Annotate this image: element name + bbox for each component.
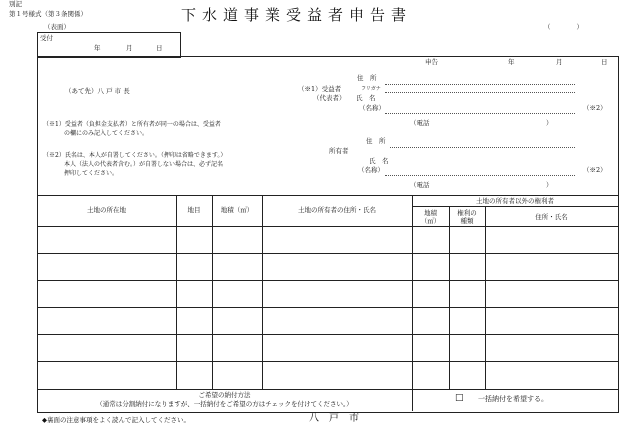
table-row-border-5	[37, 361, 618, 362]
table-header-bottom-border	[37, 226, 618, 227]
table-row-border-4	[37, 334, 618, 335]
beneficiary-phone-close: ）	[546, 119, 553, 127]
note-2-line-2: 本人（法人の代表者含む。）が自署しない場合は、必ず記名	[64, 161, 224, 168]
footer-instruction: ◆裏面の注意事項をよく読んで記入してください。	[42, 416, 190, 424]
payment-method-title: ご希望の納付方法	[198, 391, 251, 399]
beneficiary-furigana-line[interactable]	[385, 92, 575, 93]
header-land-location: 土地の所在地	[87, 206, 126, 214]
table-col-divider-6	[485, 206, 486, 389]
table-col-divider-4	[412, 195, 413, 411]
besshi-label: 別記	[9, 0, 22, 8]
beneficiary-note-mark: （※2）	[583, 104, 607, 112]
beneficiary-phone-label: （電話	[410, 119, 430, 127]
addressee: （あて先）八 戸 市 長	[65, 87, 130, 95]
declaration-label: 申告	[425, 58, 438, 66]
declaration-day-label: 日	[601, 58, 608, 66]
form-number: 第１号様式（第３条関係）	[9, 10, 87, 18]
table-col-divider-5	[449, 206, 450, 389]
declaration-year-label: 年	[508, 58, 515, 66]
header-right-type-line-1: 権利の	[457, 209, 477, 217]
owner-phone-label: （電話	[410, 181, 430, 189]
reception-day-label: 日	[156, 44, 163, 52]
table-bottom-border	[37, 389, 618, 390]
payment-method-note: （通常は分割納付になりますが、一括納付をご希望の方はチェックを付けてください。）	[96, 400, 353, 408]
note-1-line-1: （※1）受益者（負担金支払者）と所有者が同一の場合は、受益者	[43, 121, 221, 128]
owner-address-label: 住 所	[366, 137, 386, 145]
beneficiary-name-label: 氏 名	[356, 94, 376, 102]
lump-sum-checkbox[interactable]: □	[455, 393, 464, 403]
header-other-rights-holders: 土地の所有者以外の権利者	[476, 197, 554, 205]
header-other-address-name: 住所・氏名	[535, 213, 568, 221]
beneficiary-role-label: （※1）受益者	[298, 85, 342, 93]
note-2-line-1: （※2）氏名は、本人が自署してください。（押印は省略できます。）	[43, 152, 227, 159]
owner-name-line[interactable]	[385, 175, 575, 176]
declaration-month-label: 月	[556, 58, 563, 66]
owner-role-label: 所有者	[329, 147, 349, 155]
header-land-area: 地積（㎡）	[220, 206, 254, 214]
beneficiary-name-alt-label: （名称）	[359, 104, 385, 112]
table-col-divider-1	[176, 195, 177, 389]
beneficiary-representative-label: （代表者）	[313, 94, 346, 102]
note-1-line-2: の欄にのみ記入してください。	[64, 130, 149, 137]
front-side-label: （表面）	[44, 23, 70, 31]
form-frame	[37, 56, 619, 413]
top-right-parenthesis: （ ）	[544, 23, 583, 31]
table-col-divider-2	[212, 195, 213, 389]
table-row-border-1	[37, 253, 618, 254]
table-row-border-3	[37, 307, 618, 308]
header-land-category: 地目	[187, 206, 201, 214]
reception-month-label: 月	[126, 44, 133, 52]
furigana-label: フリガナ	[361, 86, 381, 92]
header-other-area-line-1: 地積	[424, 209, 437, 217]
owner-phone-close: ）	[546, 181, 553, 189]
table-top-border	[37, 195, 618, 196]
beneficiary-address-label: 住 所	[357, 74, 377, 82]
owner-address-line[interactable]	[390, 147, 575, 148]
page-title: 下水道事業受益者申告書	[181, 6, 413, 24]
table-row-border-2	[37, 280, 618, 281]
owner-note-mark: （※2）	[583, 166, 607, 174]
beneficiary-address-line[interactable]	[385, 84, 575, 85]
note-2-line-3: 押印してください。	[64, 170, 119, 177]
header-owner-address-name: 土地の所有者の住所・氏名	[298, 206, 376, 214]
table-col-divider-3	[262, 195, 263, 389]
beneficiary-name-line[interactable]	[385, 113, 575, 114]
owner-name-label: 氏 名	[369, 157, 389, 165]
header-right-type-line-2: 種類	[460, 217, 474, 225]
footer-city-name: 八 戸 市	[309, 413, 359, 424]
reception-label: 受付	[40, 34, 53, 42]
header-other-area-line-2: （㎡）	[420, 217, 441, 225]
reception-year-label: 年	[94, 44, 101, 52]
owner-name-alt-label: （名称）	[358, 166, 384, 174]
lump-sum-option-label: 一括納付を希望する。	[478, 395, 548, 403]
table-subheader-border	[412, 206, 618, 207]
